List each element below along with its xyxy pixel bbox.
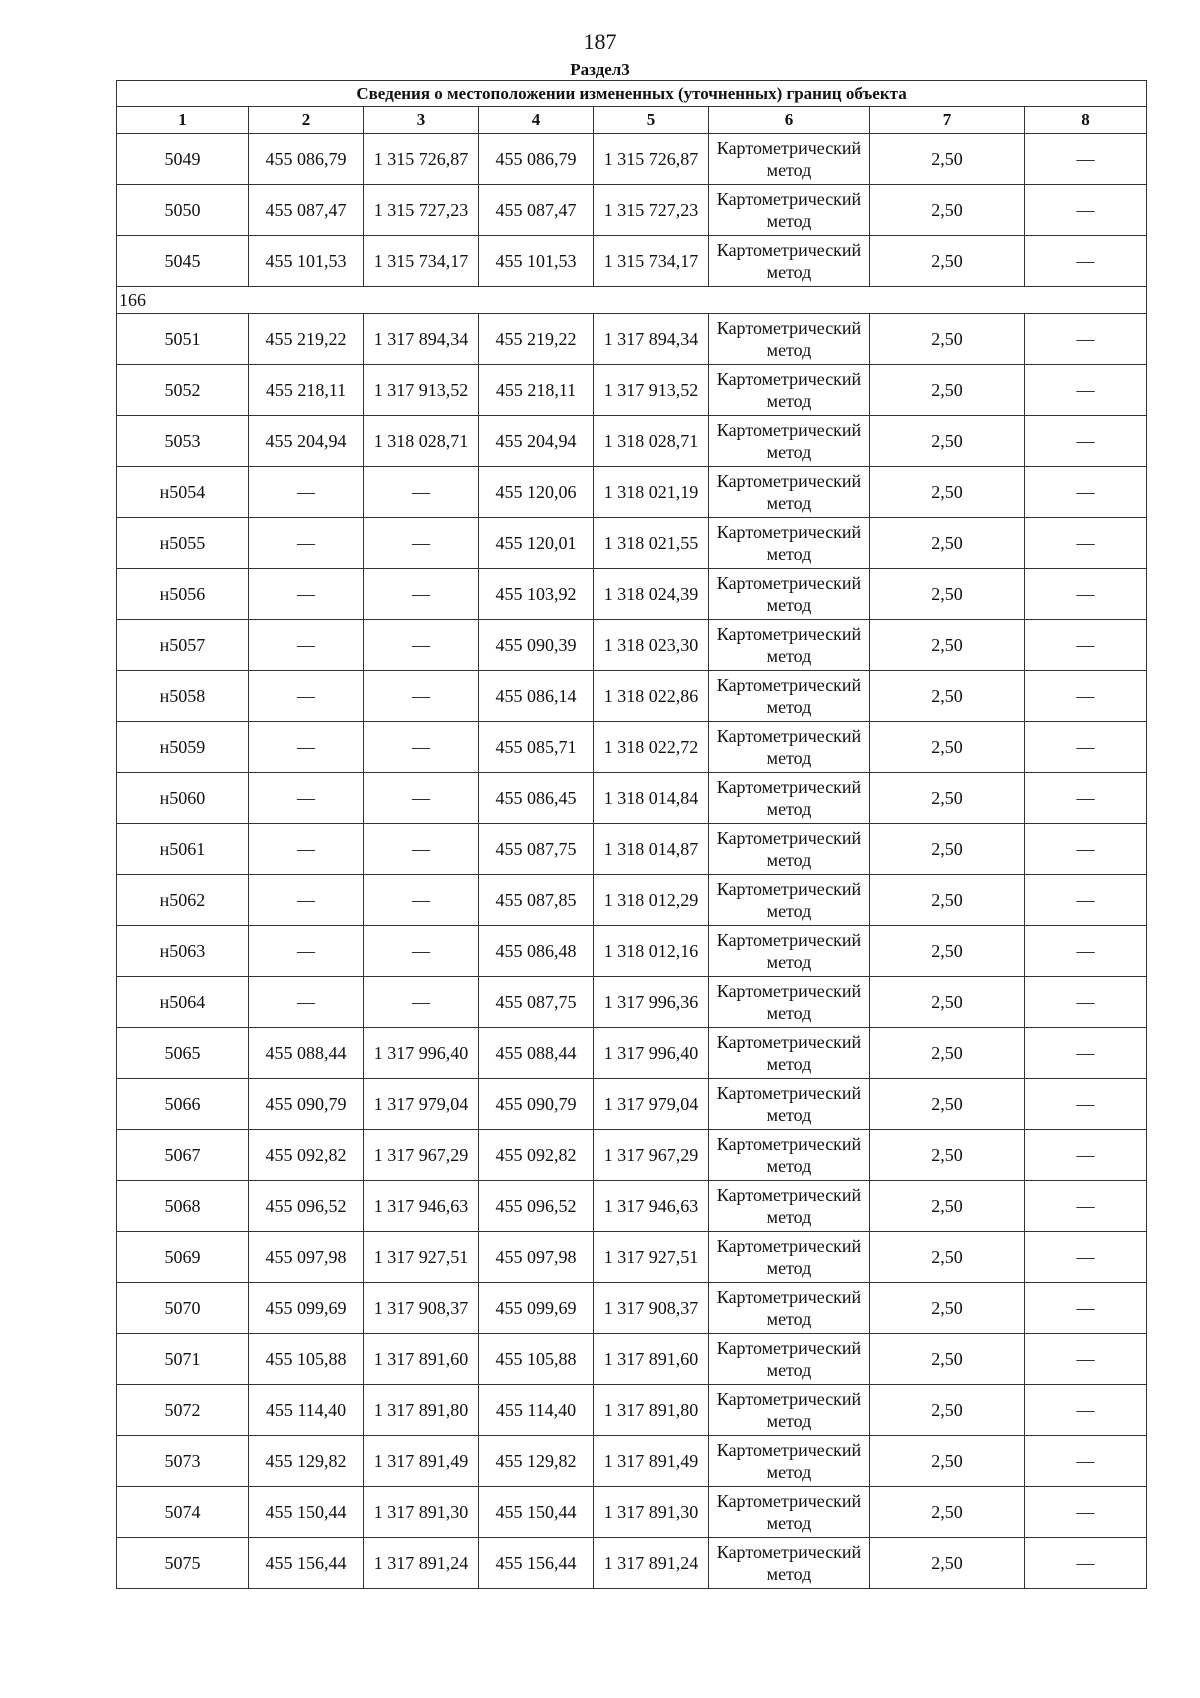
section-title: Раздел3: [570, 60, 630, 79]
method-cell: Картометрический метод: [709, 824, 870, 875]
new-x-cell: 455 090,39: [479, 620, 594, 671]
table-row: [117, 1538, 1147, 1589]
new-x-cell: 455 088,44: [479, 1028, 594, 1079]
point-id-cell: 5065: [117, 1028, 249, 1079]
new-x-cell: 455 099,69: [479, 1283, 594, 1334]
new-x-cell: 455 103,92: [479, 569, 594, 620]
new-x-cell: 455 087,75: [479, 824, 594, 875]
new-y-cell: 1 318 012,29: [594, 875, 709, 926]
new-x-cell: 455 087,47: [479, 185, 594, 236]
point-id-cell: н5060: [117, 773, 249, 824]
point-id-cell: 5053: [117, 416, 249, 467]
method-cell: Картометрический метод: [709, 1283, 870, 1334]
table-row: [117, 1028, 1147, 1079]
description-cell: —: [1025, 926, 1147, 977]
new-x-cell: 455 086,14: [479, 671, 594, 722]
old-y-cell: —: [364, 773, 479, 824]
new-x-cell: 455 090,79: [479, 1079, 594, 1130]
old-y-cell: —: [364, 518, 479, 569]
accuracy-cell: 2,50: [870, 1028, 1025, 1079]
description-cell: —: [1025, 518, 1147, 569]
old-x-cell: 455 090,79: [249, 1079, 364, 1130]
table-row: [117, 1181, 1147, 1232]
accuracy-cell: 2,50: [870, 1334, 1025, 1385]
new-x-cell: 455 105,88: [479, 1334, 594, 1385]
new-y-cell: 1 315 727,23: [594, 185, 709, 236]
old-y-cell: 1 317 891,60: [364, 1334, 479, 1385]
accuracy-cell: 2,50: [870, 1538, 1025, 1589]
point-id-cell: 5049: [117, 134, 249, 185]
old-x-cell: —: [249, 620, 364, 671]
old-x-cell: —: [249, 569, 364, 620]
old-y-cell: —: [364, 926, 479, 977]
description-cell: —: [1025, 1538, 1147, 1589]
method-cell: Картометрический метод: [709, 875, 870, 926]
point-id-cell: 5051: [117, 314, 249, 365]
new-y-cell: 1 318 028,71: [594, 416, 709, 467]
new-x-cell: 455 085,71: [479, 722, 594, 773]
method-cell: Картометрический метод: [709, 1487, 870, 1538]
boundary-coordinates-table: [116, 80, 1147, 1589]
new-x-cell: 455 204,94: [479, 416, 594, 467]
table-row: [117, 236, 1147, 287]
method-cell: Картометрический метод: [709, 467, 870, 518]
accuracy-cell: 2,50: [870, 569, 1025, 620]
old-y-cell: —: [364, 875, 479, 926]
old-x-cell: 455 087,47: [249, 185, 364, 236]
old-x-cell: 455 099,69: [249, 1283, 364, 1334]
method-cell: Картометрический метод: [709, 1232, 870, 1283]
old-x-cell: 455 114,40: [249, 1385, 364, 1436]
description-cell: —: [1025, 875, 1147, 926]
accuracy-cell: 2,50: [870, 671, 1025, 722]
old-x-cell: 455 204,94: [249, 416, 364, 467]
point-id-cell: 5045: [117, 236, 249, 287]
old-y-cell: 1 315 726,87: [364, 134, 479, 185]
old-y-cell: 1 317 891,49: [364, 1436, 479, 1487]
table-row: [117, 467, 1147, 518]
old-y-cell: 1 317 967,29: [364, 1130, 479, 1181]
table-row: [117, 1436, 1147, 1487]
accuracy-cell: 2,50: [870, 518, 1025, 569]
point-id-cell: н5064: [117, 977, 249, 1028]
table-row: [117, 773, 1147, 824]
old-x-cell: 455 092,82: [249, 1130, 364, 1181]
description-cell: —: [1025, 773, 1147, 824]
new-y-cell: 1 318 021,55: [594, 518, 709, 569]
method-cell: Картометрический метод: [709, 620, 870, 671]
group-label-row: [117, 287, 1147, 314]
old-y-cell: —: [364, 569, 479, 620]
table-row: [117, 518, 1147, 569]
new-y-cell: 1 317 894,34: [594, 314, 709, 365]
method-cell: Картометрический метод: [709, 926, 870, 977]
method-cell: Картометрический метод: [709, 134, 870, 185]
method-cell: Картометрический метод: [709, 1028, 870, 1079]
description-cell: —: [1025, 1487, 1147, 1538]
point-id-cell: 5070: [117, 1283, 249, 1334]
old-y-cell: 1 317 996,40: [364, 1028, 479, 1079]
point-id-cell: н5062: [117, 875, 249, 926]
new-x-cell: 455 129,82: [479, 1436, 594, 1487]
page-number: 187: [583, 29, 617, 54]
description-cell: —: [1025, 620, 1147, 671]
new-y-cell: 1 317 891,49: [594, 1436, 709, 1487]
description-cell: —: [1025, 1130, 1147, 1181]
new-y-cell: 1 318 024,39: [594, 569, 709, 620]
old-x-cell: —: [249, 467, 364, 518]
old-y-cell: —: [364, 620, 479, 671]
new-y-cell: 1 317 891,24: [594, 1538, 709, 1589]
description-cell: —: [1025, 1232, 1147, 1283]
description-cell: —: [1025, 722, 1147, 773]
accuracy-cell: 2,50: [870, 926, 1025, 977]
table-row: [117, 1232, 1147, 1283]
old-y-cell: 1 317 891,80: [364, 1385, 479, 1436]
accuracy-cell: 2,50: [870, 467, 1025, 518]
old-x-cell: —: [249, 926, 364, 977]
old-y-cell: 1 317 946,63: [364, 1181, 479, 1232]
new-x-cell: 455 120,06: [479, 467, 594, 518]
accuracy-cell: 2,50: [870, 1079, 1025, 1130]
table-row: [117, 185, 1147, 236]
point-id-cell: 5073: [117, 1436, 249, 1487]
description-cell: —: [1025, 1028, 1147, 1079]
description-cell: —: [1025, 1334, 1147, 1385]
method-cell: Картометрический метод: [709, 773, 870, 824]
method-cell: Картометрический метод: [709, 1385, 870, 1436]
method-cell: Картометрический метод: [709, 185, 870, 236]
column-number: 5: [594, 107, 709, 134]
group-label: 166: [117, 287, 1147, 314]
method-cell: Картометрический метод: [709, 416, 870, 467]
new-y-cell: 1 317 927,51: [594, 1232, 709, 1283]
table-row: [117, 671, 1147, 722]
old-y-cell: 1 317 891,24: [364, 1538, 479, 1589]
description-cell: —: [1025, 1181, 1147, 1232]
description-cell: —: [1025, 1385, 1147, 1436]
accuracy-cell: 2,50: [870, 134, 1025, 185]
point-id-cell: 5068: [117, 1181, 249, 1232]
new-y-cell: 1 317 913,52: [594, 365, 709, 416]
description-cell: —: [1025, 467, 1147, 518]
point-id-cell: 5069: [117, 1232, 249, 1283]
point-id-cell: н5056: [117, 569, 249, 620]
description-cell: —: [1025, 1079, 1147, 1130]
new-y-cell: 1 318 014,84: [594, 773, 709, 824]
method-cell: Картометрический метод: [709, 1181, 870, 1232]
table-row: [117, 620, 1147, 671]
new-y-cell: 1 317 891,80: [594, 1385, 709, 1436]
new-y-cell: 1 315 726,87: [594, 134, 709, 185]
accuracy-cell: 2,50: [870, 875, 1025, 926]
method-cell: Картометрический метод: [709, 1334, 870, 1385]
description-cell: —: [1025, 236, 1147, 287]
old-y-cell: 1 317 979,04: [364, 1079, 479, 1130]
new-y-cell: 1 318 022,86: [594, 671, 709, 722]
new-y-cell: 1 318 023,30: [594, 620, 709, 671]
description-cell: —: [1025, 1283, 1147, 1334]
old-y-cell: 1 317 908,37: [364, 1283, 479, 1334]
accuracy-cell: 2,50: [870, 1283, 1025, 1334]
old-x-cell: 455 218,11: [249, 365, 364, 416]
new-y-cell: 1 315 734,17: [594, 236, 709, 287]
new-x-cell: 455 156,44: [479, 1538, 594, 1589]
table-row: [117, 1283, 1147, 1334]
old-y-cell: —: [364, 671, 479, 722]
new-y-cell: 1 317 891,60: [594, 1334, 709, 1385]
old-x-cell: 455 129,82: [249, 1436, 364, 1487]
old-y-cell: 1 317 913,52: [364, 365, 479, 416]
accuracy-cell: 2,50: [870, 977, 1025, 1028]
table-row: [117, 875, 1147, 926]
accuracy-cell: 2,50: [870, 314, 1025, 365]
method-cell: Картометрический метод: [709, 314, 870, 365]
description-cell: —: [1025, 671, 1147, 722]
old-y-cell: 1 317 891,30: [364, 1487, 479, 1538]
method-cell: Картометрический метод: [709, 1130, 870, 1181]
old-x-cell: —: [249, 518, 364, 569]
point-id-cell: 5071: [117, 1334, 249, 1385]
point-id-cell: н5063: [117, 926, 249, 977]
new-x-cell: 455 086,45: [479, 773, 594, 824]
old-x-cell: 455 219,22: [249, 314, 364, 365]
point-id-cell: 5050: [117, 185, 249, 236]
old-y-cell: 1 317 894,34: [364, 314, 479, 365]
column-number-row: [117, 107, 1147, 134]
table-row: [117, 1079, 1147, 1130]
point-id-cell: н5058: [117, 671, 249, 722]
old-y-cell: —: [364, 824, 479, 875]
old-y-cell: —: [364, 977, 479, 1028]
point-id-cell: 5052: [117, 365, 249, 416]
column-number: 3: [364, 107, 479, 134]
table-row: [117, 722, 1147, 773]
new-y-cell: 1 317 967,29: [594, 1130, 709, 1181]
method-cell: Картометрический метод: [709, 1436, 870, 1487]
accuracy-cell: 2,50: [870, 236, 1025, 287]
method-cell: Картометрический метод: [709, 518, 870, 569]
column-number: 4: [479, 107, 594, 134]
accuracy-cell: 2,50: [870, 824, 1025, 875]
new-x-cell: 455 097,98: [479, 1232, 594, 1283]
table-row: [117, 1334, 1147, 1385]
table-row: [117, 977, 1147, 1028]
new-y-cell: 1 318 021,19: [594, 467, 709, 518]
old-x-cell: 455 105,88: [249, 1334, 364, 1385]
new-x-cell: 455 114,40: [479, 1385, 594, 1436]
table-row: [117, 1385, 1147, 1436]
method-cell: Картометрический метод: [709, 671, 870, 722]
method-cell: Картометрический метод: [709, 1079, 870, 1130]
method-cell: Картометрический метод: [709, 722, 870, 773]
column-number: 2: [249, 107, 364, 134]
accuracy-cell: 2,50: [870, 1130, 1025, 1181]
point-id-cell: 5075: [117, 1538, 249, 1589]
method-cell: Картометрический метод: [709, 365, 870, 416]
new-x-cell: 455 218,11: [479, 365, 594, 416]
new-y-cell: 1 317 996,36: [594, 977, 709, 1028]
old-x-cell: —: [249, 824, 364, 875]
description-cell: —: [1025, 824, 1147, 875]
new-y-cell: 1 318 012,16: [594, 926, 709, 977]
method-cell: Картометрический метод: [709, 569, 870, 620]
old-x-cell: —: [249, 671, 364, 722]
table-row: [117, 1487, 1147, 1538]
column-number: 6: [709, 107, 870, 134]
method-cell: Картометрический метод: [709, 236, 870, 287]
old-y-cell: 1 317 927,51: [364, 1232, 479, 1283]
new-y-cell: 1 318 022,72: [594, 722, 709, 773]
new-x-cell: 455 087,85: [479, 875, 594, 926]
old-y-cell: 1 315 734,17: [364, 236, 479, 287]
accuracy-cell: 2,50: [870, 722, 1025, 773]
old-x-cell: 455 096,52: [249, 1181, 364, 1232]
table-row: [117, 569, 1147, 620]
old-x-cell: —: [249, 773, 364, 824]
accuracy-cell: 2,50: [870, 416, 1025, 467]
table-row: [117, 926, 1147, 977]
old-x-cell: —: [249, 875, 364, 926]
new-x-cell: 455 086,48: [479, 926, 594, 977]
old-x-cell: —: [249, 722, 364, 773]
table-caption-row: [117, 81, 1147, 107]
old-y-cell: 1 318 028,71: [364, 416, 479, 467]
accuracy-cell: 2,50: [870, 1385, 1025, 1436]
new-y-cell: 1 318 014,87: [594, 824, 709, 875]
new-x-cell: 455 150,44: [479, 1487, 594, 1538]
description-cell: —: [1025, 365, 1147, 416]
new-y-cell: 1 317 908,37: [594, 1283, 709, 1334]
table-row: [117, 365, 1147, 416]
new-x-cell: 455 120,01: [479, 518, 594, 569]
table-row: [117, 1130, 1147, 1181]
description-cell: —: [1025, 1436, 1147, 1487]
old-x-cell: —: [249, 977, 364, 1028]
accuracy-cell: 2,50: [870, 185, 1025, 236]
old-x-cell: 455 156,44: [249, 1538, 364, 1589]
old-x-cell: 455 101,53: [249, 236, 364, 287]
column-number: 7: [870, 107, 1025, 134]
table-body: [117, 81, 1147, 1589]
accuracy-cell: 2,50: [870, 365, 1025, 416]
old-x-cell: 455 097,98: [249, 1232, 364, 1283]
new-x-cell: 455 092,82: [479, 1130, 594, 1181]
table-row: [117, 416, 1147, 467]
table-caption: Сведения о местоположении измененных (уточненных) границ объекта: [117, 81, 1147, 107]
description-cell: —: [1025, 569, 1147, 620]
description-cell: —: [1025, 185, 1147, 236]
old-y-cell: 1 315 727,23: [364, 185, 479, 236]
point-id-cell: 5066: [117, 1079, 249, 1130]
new-x-cell: 455 219,22: [479, 314, 594, 365]
new-x-cell: 455 087,75: [479, 977, 594, 1028]
point-id-cell: н5061: [117, 824, 249, 875]
method-cell: Картометрический метод: [709, 1538, 870, 1589]
accuracy-cell: 2,50: [870, 773, 1025, 824]
old-y-cell: —: [364, 722, 479, 773]
description-cell: —: [1025, 134, 1147, 185]
table-row: [117, 134, 1147, 185]
column-number: 1: [117, 107, 249, 134]
point-id-cell: 5067: [117, 1130, 249, 1181]
point-id-cell: 5072: [117, 1385, 249, 1436]
description-cell: —: [1025, 416, 1147, 467]
point-id-cell: н5055: [117, 518, 249, 569]
old-x-cell: 455 086,79: [249, 134, 364, 185]
new-y-cell: 1 317 996,40: [594, 1028, 709, 1079]
description-cell: —: [1025, 977, 1147, 1028]
new-x-cell: 455 096,52: [479, 1181, 594, 1232]
method-cell: Картометрический метод: [709, 977, 870, 1028]
accuracy-cell: 2,50: [870, 1436, 1025, 1487]
accuracy-cell: 2,50: [870, 620, 1025, 671]
point-id-cell: н5057: [117, 620, 249, 671]
new-y-cell: 1 317 946,63: [594, 1181, 709, 1232]
accuracy-cell: 2,50: [870, 1181, 1025, 1232]
point-id-cell: н5054: [117, 467, 249, 518]
new-y-cell: 1 317 979,04: [594, 1079, 709, 1130]
point-id-cell: н5059: [117, 722, 249, 773]
accuracy-cell: 2,50: [870, 1487, 1025, 1538]
old-x-cell: 455 150,44: [249, 1487, 364, 1538]
old-x-cell: 455 088,44: [249, 1028, 364, 1079]
old-y-cell: —: [364, 467, 479, 518]
table-row: [117, 314, 1147, 365]
description-cell: —: [1025, 314, 1147, 365]
new-y-cell: 1 317 891,30: [594, 1487, 709, 1538]
column-number: 8: [1025, 107, 1147, 134]
point-id-cell: 5074: [117, 1487, 249, 1538]
new-x-cell: 455 086,79: [479, 134, 594, 185]
new-x-cell: 455 101,53: [479, 236, 594, 287]
table-row: [117, 824, 1147, 875]
accuracy-cell: 2,50: [870, 1232, 1025, 1283]
